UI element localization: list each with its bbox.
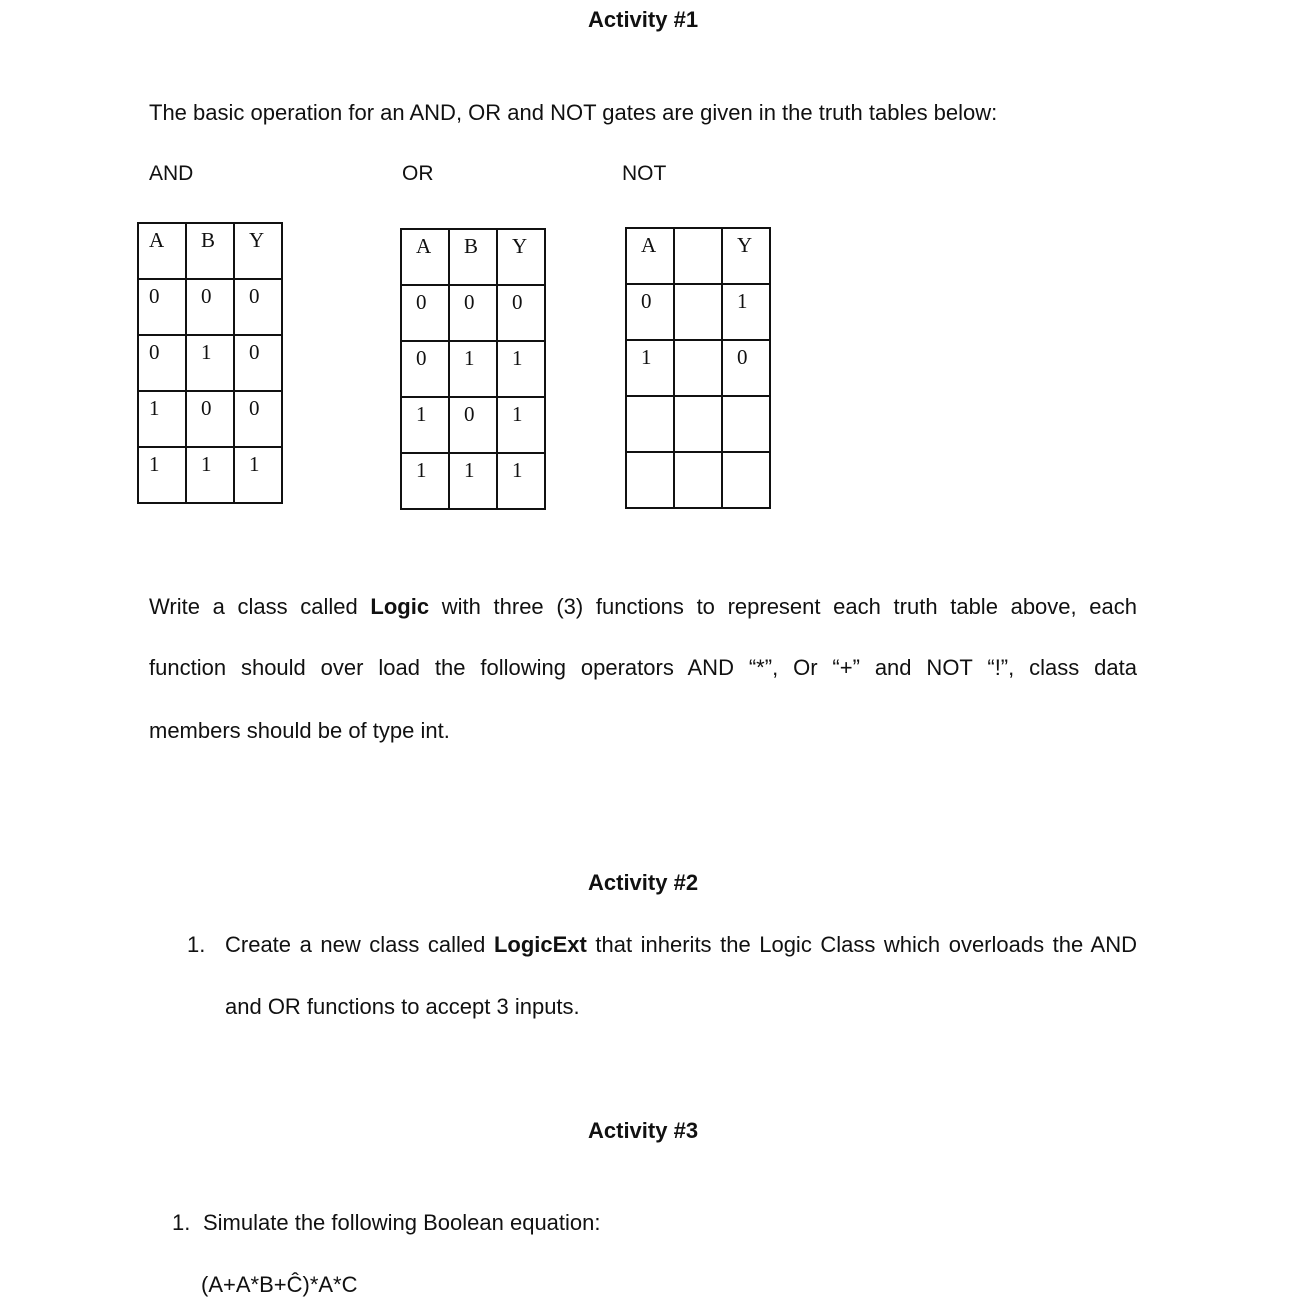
table-cell: 1	[149, 396, 160, 420]
activity2-title: Activity #2	[588, 870, 699, 895]
table-cell: B	[201, 228, 216, 252]
table-cell: 0	[416, 346, 427, 370]
table-cell	[675, 285, 721, 289]
table-row	[401, 285, 545, 341]
table-cell: 1	[416, 458, 427, 482]
table-cell: A	[641, 233, 657, 257]
table-cell: A	[149, 228, 165, 252]
table-cell: 1	[512, 458, 523, 482]
table-cell: 0	[201, 284, 212, 308]
paragraph-text: with three (3) functions to represent each truth table above, each	[429, 594, 1137, 619]
activity3-title: Activity #3	[588, 1118, 699, 1143]
or-table-label: OR	[402, 162, 434, 185]
table-row	[626, 396, 770, 452]
activity1-paragraph-line2: function should over load the following operators AND “*”, Or “+” and NOT “!”, class data	[149, 655, 1137, 680]
table-cell: 1	[249, 452, 260, 476]
table-cell	[627, 453, 673, 457]
class-name-logic: Logic	[370, 594, 430, 619]
table-header-row	[138, 223, 282, 279]
table-cell: 1	[416, 402, 427, 426]
table-cell	[675, 229, 721, 233]
and-table-label: AND	[149, 162, 194, 185]
table-cell: 0	[641, 289, 652, 313]
table-cell	[627, 397, 673, 401]
table-row	[401, 341, 545, 397]
table-row	[138, 279, 282, 335]
table-row	[626, 452, 770, 508]
activity1-intro: The basic operation for an AND, OR and NOT gates are given in the truth tables below:	[149, 100, 998, 125]
table-cell: 0	[512, 290, 523, 314]
table-cell: Y	[737, 233, 753, 257]
activity2-item-line2: and OR functions to accept 3 inputs.	[225, 994, 580, 1019]
table-cell: 1	[512, 402, 523, 426]
table-cell	[723, 453, 769, 457]
activity3-item-text: Simulate the following Boolean equation:	[203, 1210, 601, 1235]
table-cell: 0	[249, 396, 260, 420]
table-cell: B	[464, 234, 479, 258]
table-row	[138, 335, 282, 391]
table-cell: 0	[201, 396, 212, 420]
activity3-list-number: 1.	[172, 1210, 191, 1235]
table-cell	[675, 397, 721, 401]
table-cell	[675, 453, 721, 457]
table-cell: 1	[201, 452, 212, 476]
activity1-paragraph-line3: members should be of type int.	[149, 718, 450, 743]
table-cell	[675, 341, 721, 345]
table-cell: 1	[201, 340, 212, 364]
table-row	[626, 340, 770, 396]
table-cell: Y	[249, 228, 265, 252]
table-cell: 1	[464, 458, 475, 482]
table-cell: 0	[249, 340, 260, 364]
table-header-row	[401, 229, 545, 285]
table-cell: Y	[512, 234, 528, 258]
table-row	[626, 284, 770, 340]
table-cell: 0	[416, 290, 427, 314]
table-row	[138, 391, 282, 447]
table-header-row	[626, 228, 770, 284]
table-row	[401, 397, 545, 453]
table-cell: 1	[737, 289, 748, 313]
table-cell: 1	[641, 345, 652, 369]
table-cell: 0	[737, 345, 748, 369]
table-row	[401, 453, 545, 509]
activity2-item-line1	[225, 932, 1137, 958]
activity1-title: Activity #1	[588, 7, 699, 32]
table-cell: 0	[464, 290, 475, 314]
table-cell	[723, 397, 769, 401]
item-text: Create a new class called	[225, 932, 494, 957]
table-cell: 0	[149, 284, 160, 308]
table-row	[138, 447, 282, 503]
activity2-list-number: 1.	[187, 932, 206, 957]
or-truth-table	[400, 228, 546, 510]
class-name-logicext: LogicExt	[493, 932, 587, 957]
table-cell: 0	[249, 284, 260, 308]
activity1-paragraph-line1	[149, 594, 1137, 620]
not-table-label: NOT	[622, 162, 667, 185]
item-text: that inherits the Logic Class which overloads the AND	[586, 932, 1137, 957]
table-cell: 1	[512, 346, 523, 370]
table-cell: 1	[149, 452, 160, 476]
table-cell: 1	[464, 346, 475, 370]
table-cell: 0	[149, 340, 160, 364]
not-truth-table	[625, 227, 771, 509]
table-cell: 0	[464, 402, 475, 426]
paragraph-text: Write a class called	[149, 594, 371, 619]
and-truth-table	[137, 222, 283, 504]
boolean-equation: (A+A*B+Ĉ)*A*C	[201, 1272, 358, 1297]
table-cell: A	[416, 234, 432, 258]
